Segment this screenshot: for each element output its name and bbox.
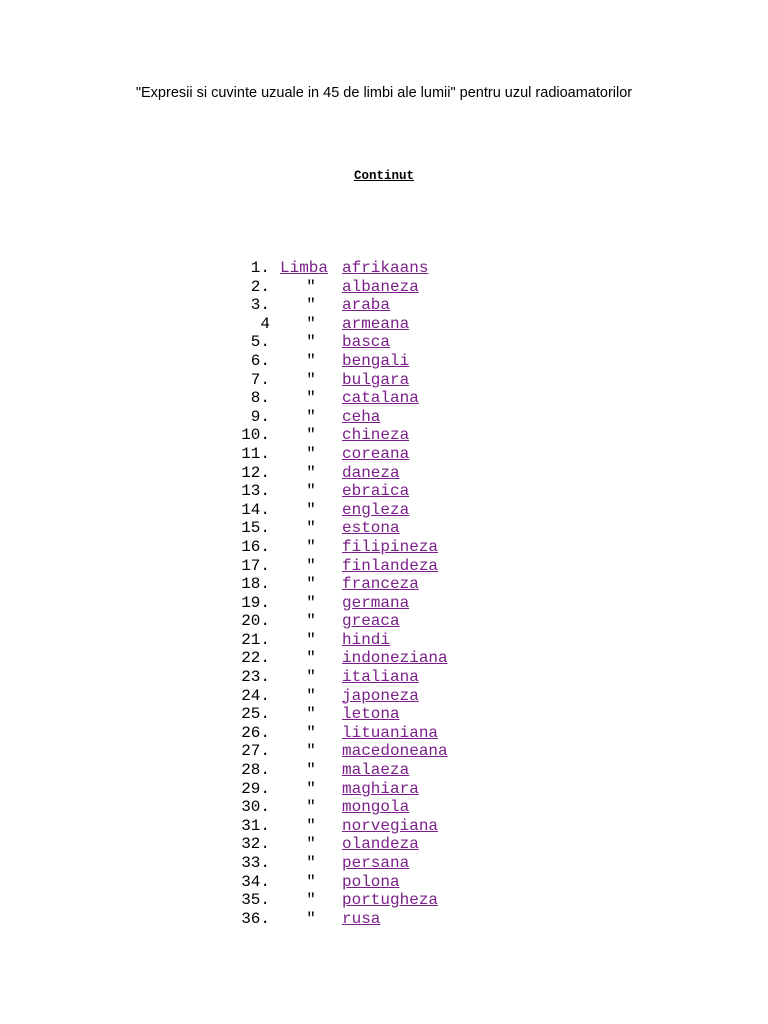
toc-item-number: 13. bbox=[241, 482, 270, 501]
toc-item-number: 30. bbox=[241, 798, 270, 817]
toc-row bbox=[236, 835, 448, 854]
toc-row bbox=[236, 780, 448, 799]
toc-item-number: 35. bbox=[241, 891, 270, 910]
ditto-mark: " bbox=[306, 426, 316, 445]
toc-item-number: 22. bbox=[241, 649, 270, 668]
ditto-mark: " bbox=[306, 816, 316, 835]
ditto-mark: " bbox=[306, 854, 316, 872]
toc-row bbox=[236, 705, 448, 724]
ditto-mark: " bbox=[306, 314, 316, 333]
toc-link-japoneza[interactable]: japoneza bbox=[342, 686, 419, 705]
toc-row bbox=[236, 259, 448, 278]
toc-link-maghiara[interactable]: maghiara bbox=[342, 779, 419, 798]
ditto-mark: " bbox=[306, 723, 316, 742]
toc-link-chineza[interactable]: chineza bbox=[342, 426, 410, 445]
ditto-mark: " bbox=[306, 835, 316, 854]
toc-row bbox=[236, 649, 448, 668]
ditto-mark: " bbox=[306, 742, 316, 761]
toc-row bbox=[236, 464, 448, 483]
toc-row bbox=[236, 557, 448, 576]
toc-link-coreana[interactable]: coreana bbox=[342, 444, 410, 463]
toc-item-number: 14. bbox=[241, 500, 270, 519]
toc-item-number: 28. bbox=[241, 761, 270, 780]
ditto-mark: " bbox=[306, 351, 316, 370]
ditto-mark: " bbox=[306, 630, 316, 649]
table-of-contents bbox=[236, 259, 448, 928]
toc-row bbox=[236, 333, 448, 352]
toc-row bbox=[236, 891, 448, 910]
toc-item-number: 23. bbox=[241, 668, 270, 687]
toc-item-number: 36. bbox=[241, 909, 270, 928]
toc-item-number: 21. bbox=[241, 630, 270, 649]
toc-row bbox=[236, 389, 448, 408]
ditto-mark: " bbox=[306, 668, 316, 687]
ditto-mark: " bbox=[306, 612, 316, 631]
toc-item-number: 4 bbox=[260, 314, 270, 333]
toc-link-olandeza[interactable]: olandeza bbox=[342, 835, 419, 854]
toc-link-armeana[interactable]: armeana bbox=[342, 314, 410, 333]
toc-link-italiana[interactable]: italiana bbox=[342, 668, 419, 687]
toc-row bbox=[236, 873, 448, 892]
ditto-mark: " bbox=[306, 407, 316, 426]
toc-item-number: 20. bbox=[241, 612, 270, 631]
toc-link-engleza[interactable]: engleza bbox=[342, 500, 410, 519]
toc-link-catalana[interactable]: catalana bbox=[342, 389, 419, 408]
toc-row bbox=[236, 724, 448, 743]
ditto-mark: " bbox=[306, 593, 316, 612]
toc-row bbox=[236, 575, 448, 594]
ditto-mark: " bbox=[306, 537, 316, 556]
toc-item-number: 24. bbox=[241, 686, 270, 705]
toc-item-number: 25. bbox=[241, 705, 270, 724]
toc-link-daneza[interactable]: daneza bbox=[342, 463, 400, 482]
toc-row bbox=[236, 482, 448, 501]
ditto-mark: " bbox=[306, 798, 316, 817]
toc-link-germana[interactable]: germana bbox=[342, 593, 410, 612]
toc-row bbox=[236, 631, 448, 650]
toc-link-norvegiana[interactable]: norvegiana bbox=[342, 816, 439, 835]
toc-link-ceha[interactable]: ceha bbox=[342, 407, 381, 426]
toc-link-finlandeza[interactable]: finlandeza bbox=[342, 556, 439, 575]
toc-link-portugheza[interactable]: portugheza bbox=[342, 891, 439, 910]
ditto-mark: " bbox=[306, 686, 316, 705]
toc-row bbox=[236, 501, 448, 520]
toc-link-estona[interactable]: estona bbox=[342, 519, 400, 538]
toc-item-number: 26. bbox=[241, 723, 270, 742]
contents-heading: Continut bbox=[353, 169, 414, 183]
toc-item-number: 7. bbox=[250, 370, 270, 389]
toc-item-number: 32. bbox=[241, 835, 270, 854]
toc-row bbox=[236, 761, 448, 780]
toc-link-mongola[interactable]: mongola bbox=[342, 798, 410, 817]
ditto-mark: " bbox=[306, 296, 316, 315]
toc-row bbox=[236, 352, 448, 371]
document-title: "Expresii si cuvinte uzuale in 45 de limbi ale lumii" pentru uzul radioamatorilor bbox=[135, 85, 633, 101]
toc-row bbox=[236, 594, 448, 613]
ditto-mark: " bbox=[306, 463, 316, 482]
ditto-mark: " bbox=[306, 909, 316, 928]
toc-link-basca[interactable]: basca bbox=[342, 333, 391, 352]
ditto-mark: " bbox=[306, 389, 316, 408]
toc-item-number: 3. bbox=[250, 296, 270, 315]
ditto-mark: " bbox=[306, 333, 316, 352]
ditto-mark: " bbox=[306, 519, 316, 538]
toc-link-franceza[interactable]: franceza bbox=[342, 575, 419, 594]
ditto-mark: " bbox=[306, 500, 316, 519]
ditto-mark: " bbox=[306, 705, 316, 724]
toc-item-number: 17. bbox=[241, 556, 270, 575]
ditto-mark: " bbox=[306, 649, 316, 668]
toc-link-bulgara[interactable]: bulgara bbox=[342, 370, 410, 389]
toc-item-number: 10. bbox=[241, 426, 270, 445]
toc-item-number: 29. bbox=[241, 779, 270, 798]
toc-link-malaeza[interactable]: malaeza bbox=[342, 761, 410, 780]
toc-link-rusa[interactable]: rusa bbox=[342, 909, 381, 928]
toc-item-number: 33. bbox=[241, 854, 270, 872]
toc-item-number: 1. bbox=[250, 259, 270, 277]
toc-link-albaneza[interactable]: albaneza bbox=[342, 277, 419, 296]
toc-link-bengali[interactable]: bengali bbox=[342, 351, 410, 370]
toc-item-number: 19. bbox=[241, 593, 270, 612]
toc-row bbox=[236, 426, 448, 445]
toc-item-number: 27. bbox=[241, 742, 270, 761]
toc-link-prefix[interactable]: Limba bbox=[280, 259, 329, 277]
toc-row bbox=[236, 854, 448, 873]
ditto-mark: " bbox=[306, 761, 316, 780]
toc-item-number: 15. bbox=[241, 519, 270, 538]
toc-link-araba[interactable]: araba bbox=[342, 296, 391, 315]
ditto-mark: " bbox=[306, 277, 316, 296]
ditto-mark: " bbox=[306, 482, 316, 501]
ditto-mark: " bbox=[306, 891, 316, 910]
toc-row bbox=[236, 445, 448, 464]
toc-row bbox=[236, 817, 448, 836]
toc-row bbox=[236, 315, 448, 334]
toc-link-filipineza[interactable]: filipineza bbox=[342, 537, 439, 556]
toc-item-number: 34. bbox=[241, 872, 270, 891]
toc-row bbox=[236, 519, 448, 538]
toc-row bbox=[236, 408, 448, 427]
toc-link-letona[interactable]: letona bbox=[342, 705, 400, 724]
toc-item-number: 11. bbox=[241, 444, 270, 463]
toc-link-indoneziana[interactable]: indoneziana bbox=[342, 649, 448, 668]
toc-row bbox=[236, 371, 448, 390]
toc-item-number: 16. bbox=[241, 537, 270, 556]
toc-link-afrikaans[interactable]: afrikaans bbox=[342, 259, 429, 277]
toc-link-hindi[interactable]: hindi bbox=[342, 630, 391, 649]
toc-row bbox=[236, 910, 448, 929]
toc-row bbox=[236, 538, 448, 557]
ditto-mark: " bbox=[306, 575, 316, 594]
toc-link-ebraica[interactable]: ebraica bbox=[342, 482, 410, 501]
toc-item-number: 31. bbox=[241, 816, 270, 835]
toc-row bbox=[236, 742, 448, 761]
toc-link-macedoneana[interactable]: macedoneana bbox=[342, 742, 448, 761]
toc-link-lituaniana[interactable]: lituaniana bbox=[342, 723, 439, 742]
toc-item-number: 5. bbox=[250, 333, 270, 352]
toc-item-number: 2. bbox=[250, 277, 270, 296]
ditto-mark: " bbox=[306, 556, 316, 575]
ditto-mark: " bbox=[306, 779, 316, 798]
toc-row bbox=[236, 278, 448, 297]
toc-item-number: 6. bbox=[250, 351, 270, 370]
toc-row bbox=[236, 798, 448, 817]
toc-row bbox=[236, 296, 448, 315]
toc-row bbox=[236, 687, 448, 706]
toc-row bbox=[236, 668, 448, 687]
toc-item-number: 8. bbox=[250, 389, 270, 408]
toc-item-number: 9. bbox=[250, 407, 270, 426]
toc-item-number: 18. bbox=[241, 575, 270, 594]
ditto-mark: " bbox=[306, 370, 316, 389]
ditto-mark: " bbox=[306, 872, 316, 891]
toc-link-persana[interactable]: persana bbox=[342, 854, 410, 872]
ditto-mark: " bbox=[306, 444, 316, 463]
toc-link-polona[interactable]: polona bbox=[342, 872, 400, 891]
toc-row bbox=[236, 612, 448, 631]
toc-link-greaca[interactable]: greaca bbox=[342, 612, 400, 631]
toc-item-number: 12. bbox=[241, 463, 270, 482]
